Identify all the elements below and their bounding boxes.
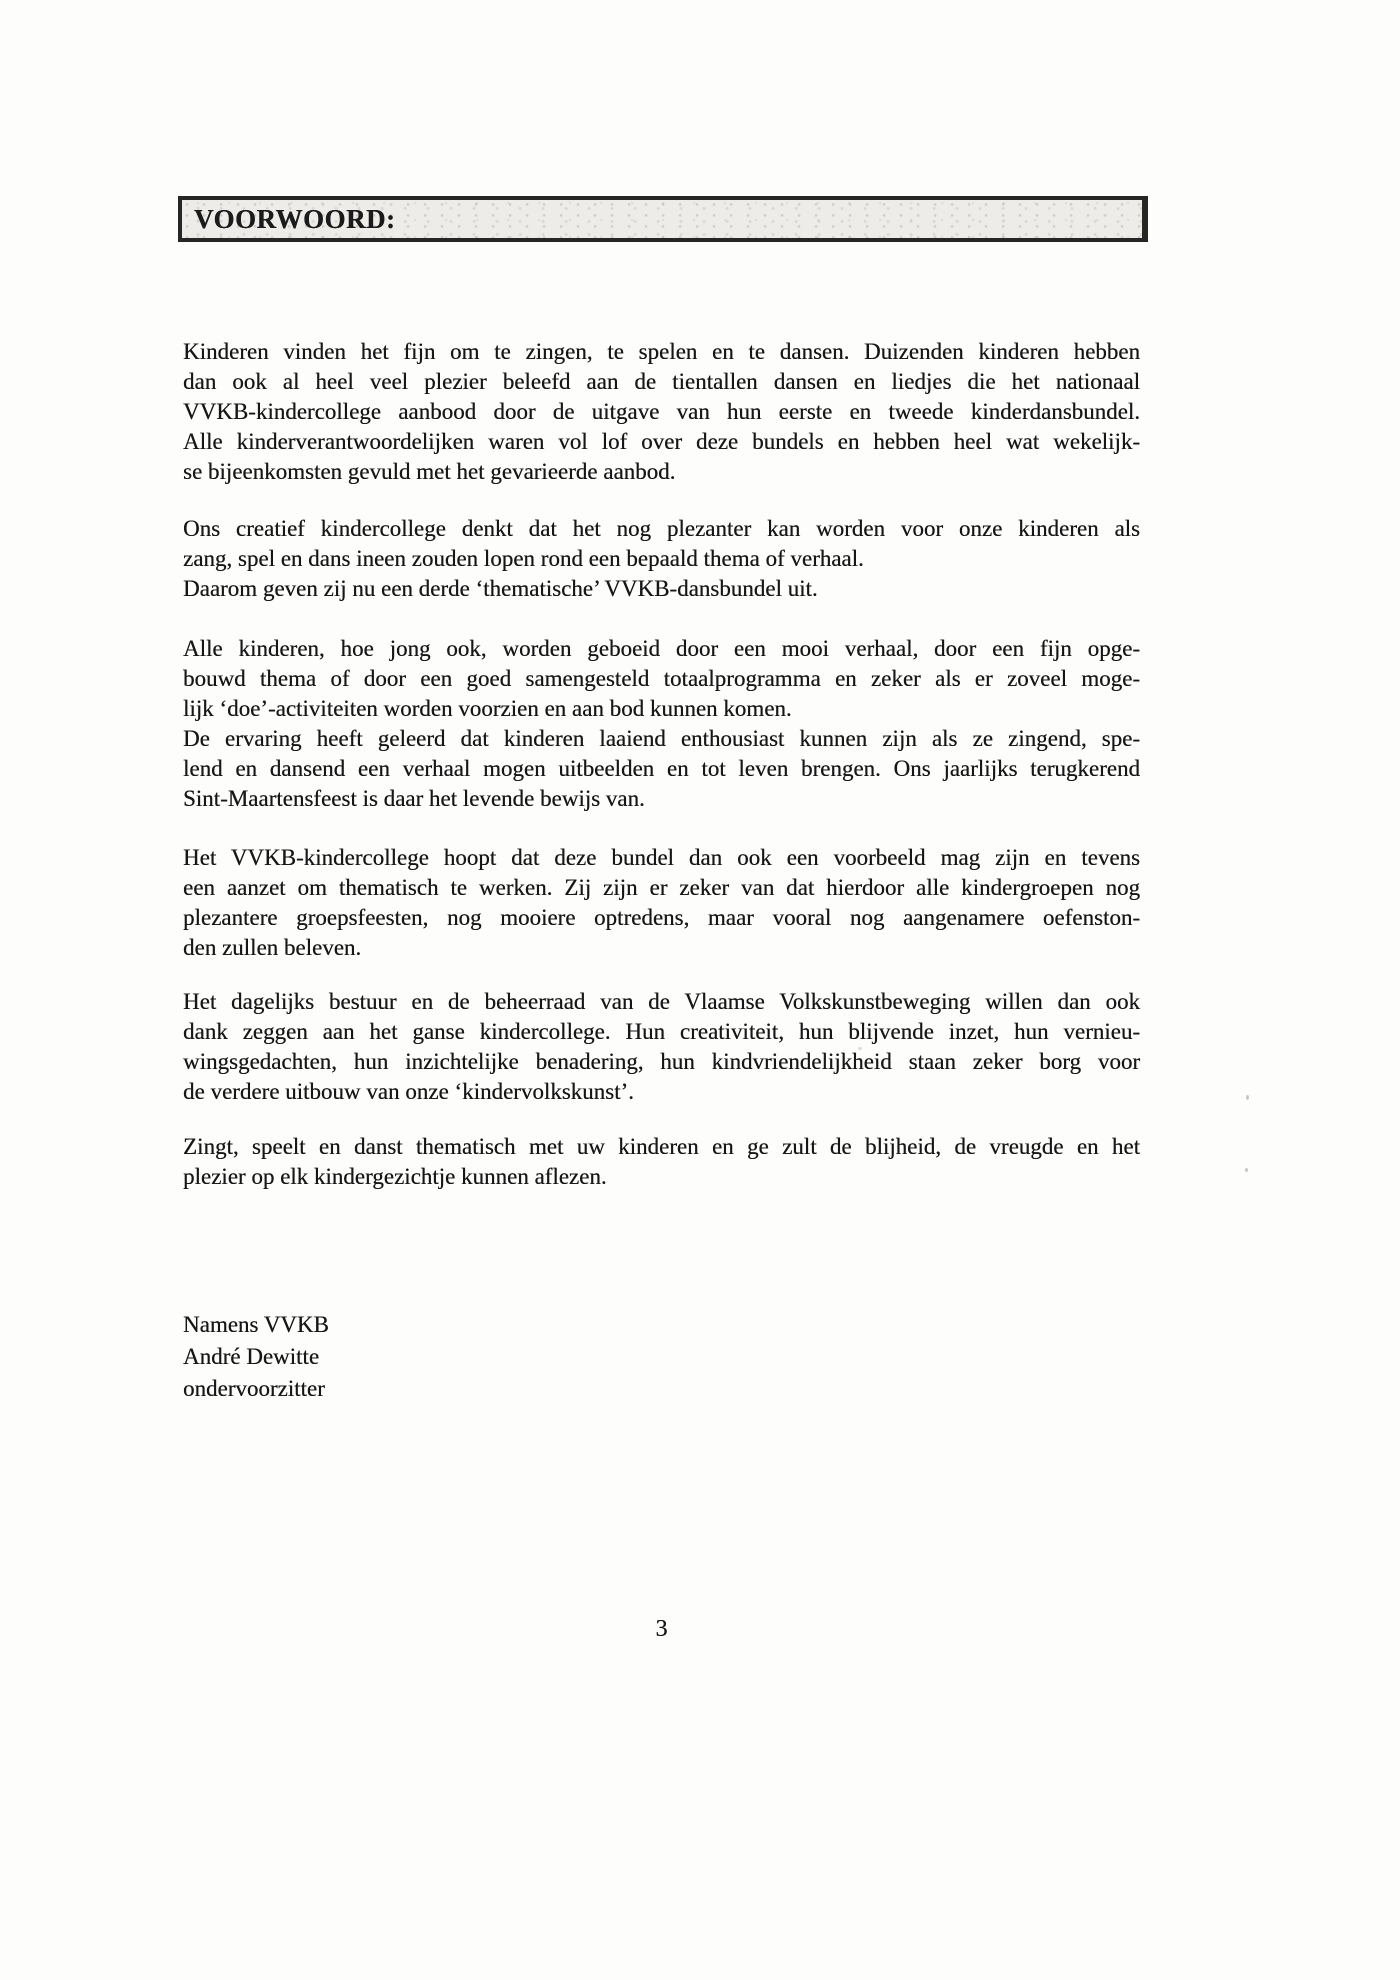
signature-name: André Dewitte: [183, 1344, 320, 1369]
text-line: de verdere uitbouw van onze ‘kindervolkskunst’.: [183, 1079, 634, 1104]
section-header-box: [178, 196, 1148, 242]
signature-role: ondervoorzitter: [183, 1376, 325, 1401]
text-line: den zullen beleven.: [183, 935, 362, 960]
text-line: lijk ‘doe’-activiteiten worden voorzien en aan bod kunnen komen.: [183, 696, 792, 721]
text-line: dan ook al heel veel plezier beleefd aan de tientallen dansen en liedjes die het nationaal: [183, 369, 1140, 394]
text-line: Kinderen vinden het fijn om te zingen, te spelen en te dansen. Duizenden kinderen hebben: [183, 339, 1140, 364]
paragraph-2: [183, 514, 1140, 604]
text-line: lend en dansend een verhaal mogen uitbeelden en tot leven brengen. Ons jaarlijks terugkerend: [183, 756, 1140, 781]
text-line: Sint-Maartensfeest is daar het levende bewijs van.: [183, 786, 645, 811]
paragraph-1: [183, 337, 1140, 487]
signature-block: [183, 1309, 329, 1405]
text-line: plezier op elk kindergezichtje kunnen aflezen.: [183, 1164, 607, 1189]
signature-organization: Namens VVKB: [183, 1312, 329, 1337]
text-line: se bijeenkomsten gevuld met het gevarieerde aanbod.: [183, 459, 676, 484]
page-number: 3: [655, 1616, 668, 1642]
section-title: VOORWOORD:: [194, 203, 396, 234]
paragraph-6: [183, 1132, 1140, 1192]
text-line: zang, spel en dans ineen zouden lopen rond een bepaald thema of verhaal.: [183, 546, 864, 571]
paragraph-3: [183, 634, 1140, 814]
text-line: Het VVKB-kindercollege hoopt dat deze bundel dan ook een voorbeeld mag zijn en tevens: [183, 845, 1140, 870]
text-line: bouwd thema of door een goed samengesteld totaalprogramma en zeker als er zoveel moge-: [183, 666, 1140, 691]
text-line: Het dagelijks bestuur en de beheerraad van de Vlaamse Volkskunstbeweging willen dan ook: [183, 989, 1140, 1014]
text-line: dank zeggen aan het ganse kindercollege. Hun creativiteit, hun blijvende inzet, hun vernieu-: [183, 1019, 1140, 1044]
text-line: VVKB-kindercollege aanbood door de uitgave van hun eerste en tweede kinderdansbundel.: [183, 399, 1140, 424]
text-line: Alle kinderen, hoe jong ook, worden geboeid door een mooi verhaal, door een fijn opge-: [183, 636, 1140, 661]
text-line: Daarom geven zij nu een derde ‘thematische’ VVKB-dansbundel uit.: [183, 576, 818, 601]
text-line: De ervaring heeft geleerd dat kinderen laaiend enthousiast kunnen zijn als ze zingend, spe-: [183, 726, 1140, 751]
paragraph-4: [183, 843, 1140, 963]
paragraph-5: [183, 987, 1140, 1107]
scan-artifact: [1245, 1168, 1248, 1172]
text-line: Ons creatief kindercollege denkt dat het nog plezanter kan worden voor onze kinderen als: [183, 516, 1140, 541]
text-line: wingsgedachten, hun inzichtelijke benadering, hun kindvriendelijkheid staan zeker borg voor: [183, 1049, 1140, 1074]
scan-artifact: [858, 1047, 862, 1050]
text-line: plezantere groepsfeesten, nog mooiere optredens, maar vooral nog aangenamere oefenston-: [183, 905, 1140, 930]
text-line: Alle kinderverantwoordelijken waren vol lof over deze bundels en hebben heel wat wekelijk-: [183, 429, 1140, 454]
text-line: Zingt, speelt en danst thematisch met uw kinderen en ge zult de blijheid, de vreugde en het: [183, 1134, 1140, 1159]
scan-artifact: [1246, 1095, 1249, 1100]
text-line: een aanzet om thematisch te werken. Zij zijn er zeker van dat hierdoor alle kindergroepen nog: [183, 875, 1140, 900]
